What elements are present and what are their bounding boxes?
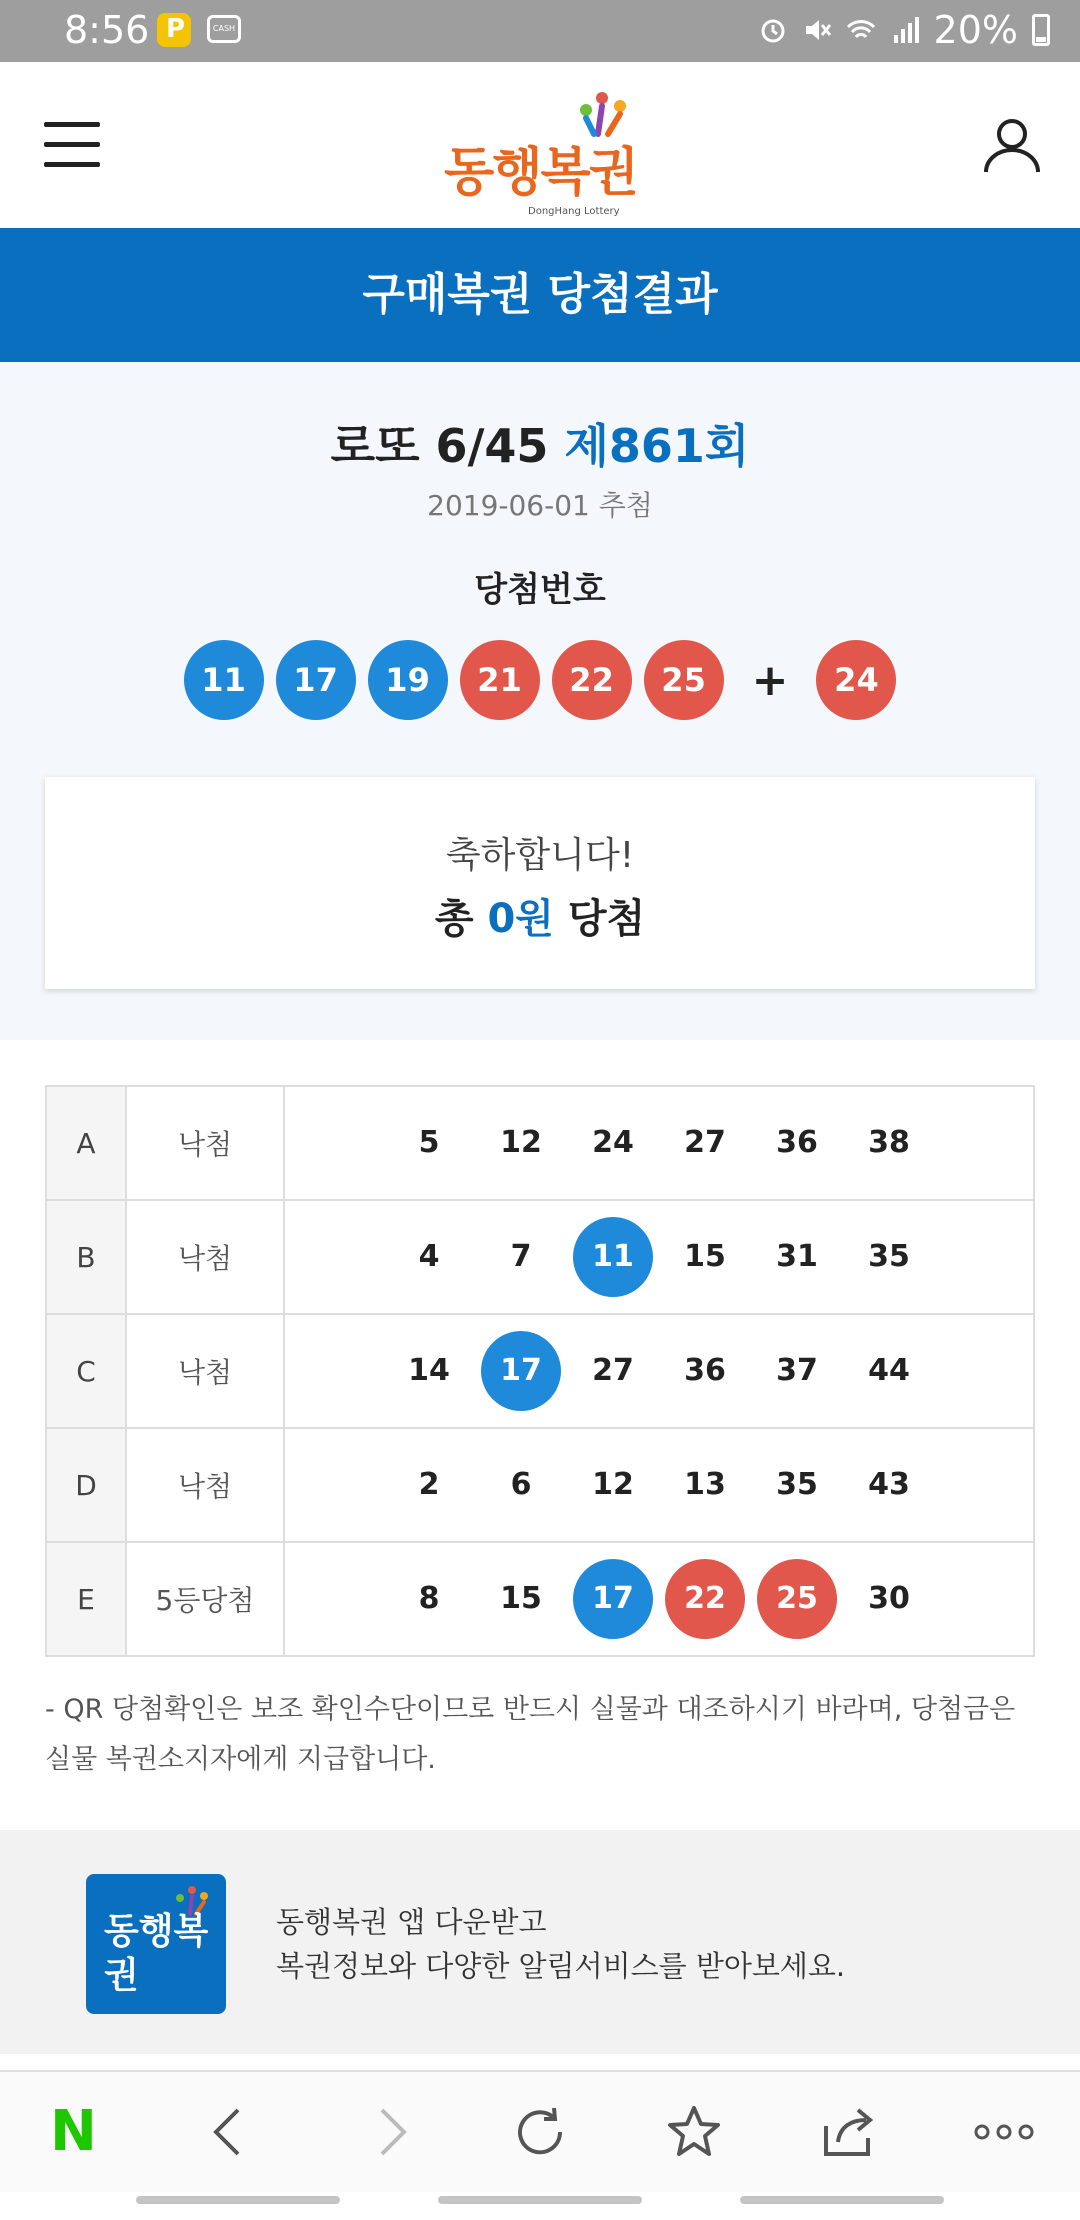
logo-text: 동행복권 xyxy=(444,143,637,203)
ticket-number: 36 xyxy=(776,1125,818,1160)
browser-toolbar xyxy=(0,2070,1080,2192)
app-header xyxy=(0,62,1080,228)
page-title: 구매복권 당첨결과 xyxy=(0,228,1080,362)
ticket-row xyxy=(46,1428,1034,1542)
bonus-ball: 24 xyxy=(816,640,896,720)
menu-icon[interactable] xyxy=(44,122,100,168)
signal-icon xyxy=(890,15,920,45)
game-name: 로또 6/45 xyxy=(330,419,549,473)
promo-line-2: 복권정보와 다양한 알림서비스를 받아보세요. xyxy=(276,1949,846,1983)
user-icon[interactable] xyxy=(982,114,1042,174)
matched-number: 17 xyxy=(573,1559,653,1639)
round-number: 제861회 xyxy=(564,419,750,473)
ticket-number: 4 xyxy=(418,1239,440,1274)
winning-numbers xyxy=(0,640,1080,720)
matched-number: 25 xyxy=(757,1559,837,1639)
ticket-number: 15 xyxy=(684,1239,726,1274)
ticket-label: D xyxy=(46,1428,126,1542)
mute-icon xyxy=(802,15,832,45)
ticket-number: 2 xyxy=(418,1467,440,1502)
ticket-number: 24 xyxy=(592,1125,634,1160)
ticket-number: 6 xyxy=(510,1467,532,1502)
share-icon[interactable] xyxy=(818,2102,878,2162)
ticket-status: 5등당첨 xyxy=(126,1542,284,1656)
matched-number: 11 xyxy=(573,1217,653,1297)
battery-icon xyxy=(1032,14,1050,46)
ticket-number: 35 xyxy=(776,1467,818,1502)
total-amount: 0원 xyxy=(487,896,554,942)
ticket-label: A xyxy=(46,1086,126,1200)
app-icon-text: 동행복권 xyxy=(104,1911,209,1996)
ticket-status: 낙첨 xyxy=(126,1314,284,1428)
battery-percent: 20% xyxy=(933,8,1018,52)
ticket-label: B xyxy=(46,1200,126,1314)
ticket-number: 13 xyxy=(684,1467,726,1502)
ticket-number: 31 xyxy=(776,1239,818,1274)
ticket-number: 35 xyxy=(868,1239,910,1274)
donghang-logo[interactable] xyxy=(440,90,640,217)
status-bar xyxy=(0,0,1080,62)
ticket-row xyxy=(46,1200,1034,1314)
nav-indicator-center xyxy=(438,2196,642,2204)
congrats-text: 축하합니다! xyxy=(445,835,635,876)
alarm-icon xyxy=(758,15,788,45)
app-icon[interactable] xyxy=(86,1874,226,2014)
ticket-number: 12 xyxy=(592,1467,634,1502)
status-time: 8:56 xyxy=(64,8,150,52)
back-icon[interactable] xyxy=(200,2102,260,2162)
nav-indicator-left xyxy=(136,2196,340,2204)
winning-ball: 22 xyxy=(552,640,632,720)
wifi-icon xyxy=(846,15,876,45)
ticket-label: E xyxy=(46,1542,126,1656)
ticket-numbers-cell xyxy=(284,1200,1034,1314)
ticket-number: 44 xyxy=(868,1353,910,1388)
cash-tv-icon: CASH xyxy=(207,15,241,43)
ticket-number: 27 xyxy=(592,1353,634,1388)
ticket-number: 7 xyxy=(510,1239,532,1274)
winning-ball: 11 xyxy=(184,640,264,720)
naver-home-icon[interactable]: N xyxy=(50,2099,97,2164)
forward-icon[interactable] xyxy=(360,2102,420,2162)
logo-subtitle: DongHang Lottery xyxy=(528,206,620,217)
draw-result-section xyxy=(0,362,1080,1040)
nav-indicator-right xyxy=(740,2196,944,2204)
status-icons xyxy=(758,8,1050,52)
ticket-numbers xyxy=(286,1103,1032,1183)
prize-summary-box xyxy=(45,777,1035,989)
ticket-number: 12 xyxy=(500,1125,542,1160)
winning-ball: 25 xyxy=(644,640,724,720)
ticket-row xyxy=(46,1086,1034,1200)
ticket-numbers xyxy=(286,1559,1032,1639)
ticket-numbers-cell xyxy=(284,1314,1034,1428)
game-title xyxy=(0,410,1080,476)
refresh-icon[interactable] xyxy=(510,2102,570,2162)
ticket-number: 8 xyxy=(418,1581,440,1616)
payco-icon xyxy=(157,13,191,47)
winning-ball: 17 xyxy=(276,640,356,720)
ticket-row xyxy=(46,1314,1034,1428)
ticket-number: 43 xyxy=(868,1467,910,1502)
more-icon[interactable] xyxy=(972,2102,1036,2162)
ticket-number: 37 xyxy=(776,1353,818,1388)
matched-number: 22 xyxy=(665,1559,745,1639)
winning-ball: 21 xyxy=(460,640,540,720)
matched-number: 17 xyxy=(481,1331,561,1411)
ticket-numbers xyxy=(286,1331,1032,1411)
ticket-number: 5 xyxy=(418,1125,440,1160)
app-promo-banner[interactable] xyxy=(0,1830,1080,2054)
ticket-number: 38 xyxy=(868,1125,910,1160)
winning-numbers-label: 당첨번호 xyxy=(474,570,606,610)
bookmark-star-icon[interactable] xyxy=(664,2102,724,2162)
ticket-number: 36 xyxy=(684,1353,726,1388)
ticket-table xyxy=(45,1085,1035,1657)
ticket-number: 27 xyxy=(684,1125,726,1160)
ticket-number: 30 xyxy=(868,1581,910,1616)
bonus-plus-sign: + xyxy=(751,654,789,706)
ticket-status: 낙첨 xyxy=(126,1086,284,1200)
ticket-label: C xyxy=(46,1314,126,1428)
ticket-numbers-cell xyxy=(284,1542,1034,1656)
total-prefix: 총 xyxy=(434,896,474,942)
ticket-numbers xyxy=(286,1217,1032,1297)
ticket-number: 15 xyxy=(500,1581,542,1616)
ticket-numbers-cell xyxy=(284,1428,1034,1542)
ticket-numbers xyxy=(286,1445,1032,1525)
total-prize xyxy=(45,887,1035,944)
draw-date: 2019-06-01 추첨 xyxy=(427,489,653,522)
ticket-status: 낙첨 xyxy=(126,1200,284,1314)
qr-notice: - QR 당첨확인은 보조 확인수단이므로 반드시 실물과 대조하시기 바라며, 당첨금은 실물 복권소지자에게 지급합니다. xyxy=(45,1694,1016,1775)
total-suffix: 당첨 xyxy=(567,896,646,942)
ticket-status: 낙첨 xyxy=(126,1428,284,1542)
ticket-numbers-cell xyxy=(284,1086,1034,1200)
ticket-number: 14 xyxy=(408,1353,450,1388)
winning-ball: 19 xyxy=(368,640,448,720)
ticket-row xyxy=(46,1542,1034,1656)
promo-line-1: 동행복권 앱 다운받고 xyxy=(276,1905,547,1939)
promo-text xyxy=(276,1900,845,1988)
